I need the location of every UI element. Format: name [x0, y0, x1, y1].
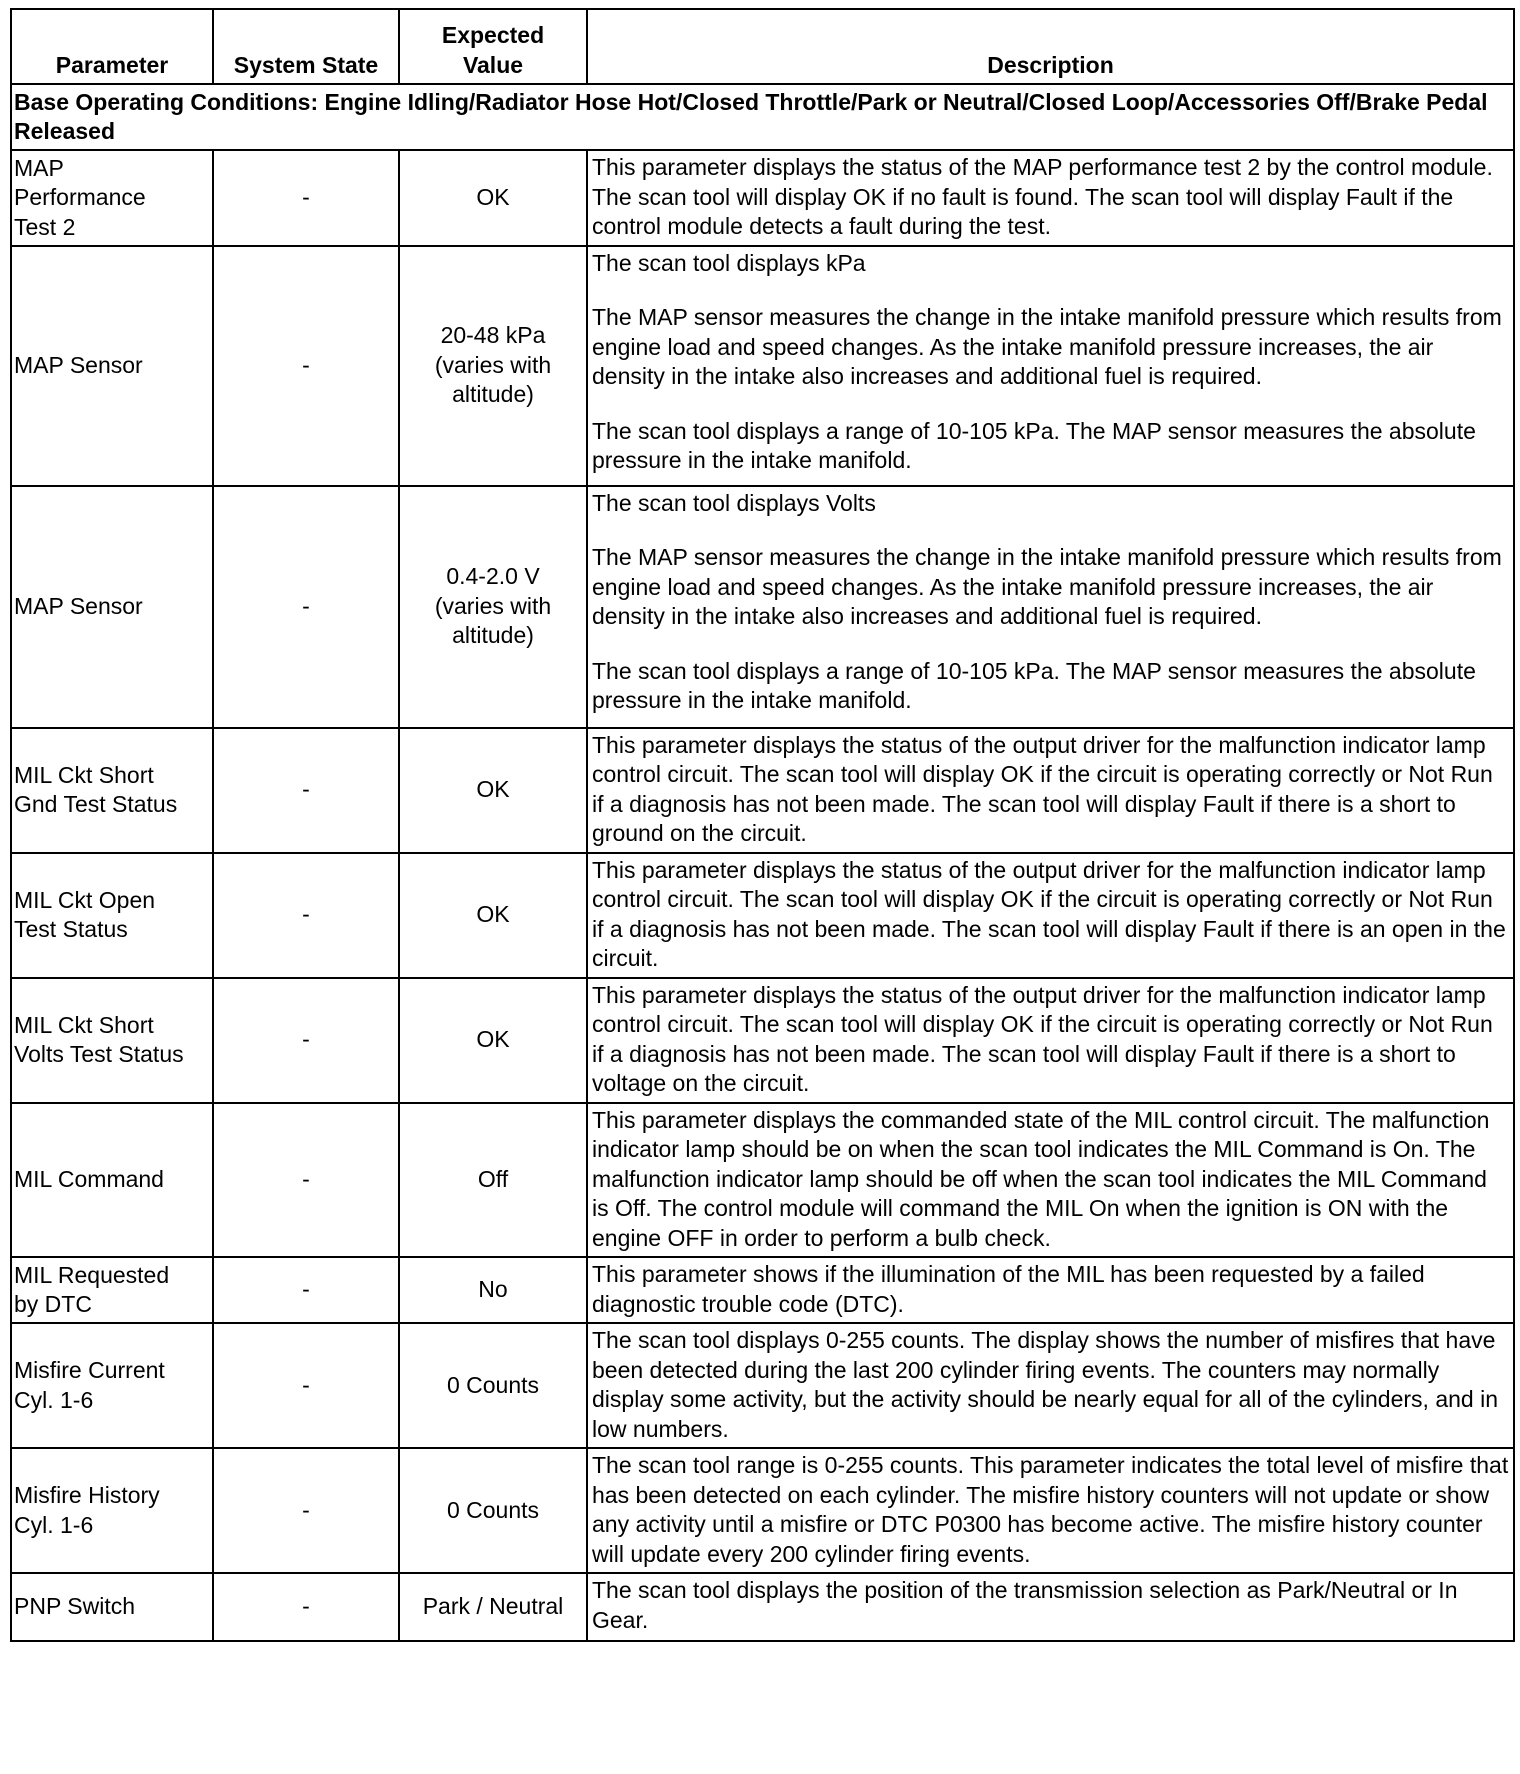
description-cell: [587, 150, 1514, 246]
expected-value-cell: [399, 853, 587, 978]
expected-value-line: OK: [476, 1026, 510, 1053]
table-row: [11, 1257, 1514, 1323]
description-cell: [587, 1573, 1514, 1641]
expected-value-cell: [399, 1103, 587, 1258]
expected-value-line: (varies with: [434, 351, 552, 378]
system-state-cell: -: [213, 486, 399, 728]
header-system-state: System State: [213, 9, 399, 84]
data-table: [10, 8, 1515, 1642]
header-expected-value: [399, 9, 587, 84]
parameter-cell: [11, 1448, 213, 1573]
expected-value-cell: [399, 486, 587, 728]
parameter-cell: [11, 853, 213, 978]
description-paragraph: This parameter displays the status of the output driver for the malfunction indicator lamp control circuit. The scan tool will display OK if the circuit is operating correctly or Not Run if a diagnosis has not been made. The scan tool will display Fault if there is a short to voltage on the circuit.: [592, 981, 1493, 1096]
table-row: [11, 1323, 1514, 1448]
parameter-line: MIL Ckt Short: [14, 761, 154, 788]
conditions-row: [11, 84, 1514, 150]
parameter-line: Cyl. 1-6: [14, 1386, 94, 1413]
description-cell: [587, 853, 1514, 978]
parameter-line: Performance: [14, 184, 146, 210]
expected-value-line: 20-48 kPa: [440, 322, 546, 349]
expected-value-cell: [399, 1573, 587, 1641]
description-paragraph: The MAP sensor measures the change in the intake manifold pressure which results from engine load and speed changes. As the intake manifold pressure increases, the air density in the intake also increases and additional fuel is required.: [592, 544, 1502, 629]
description-paragraph: This parameter displays the status of the output driver for the malfunction indicator lamp control circuit. The scan tool will display OK if the circuit is operating correctly or Not Run if a diagnosis has not been made. The scan tool will display Fault if there is an open in the circuit.: [592, 856, 1506, 971]
parameter-line: MIL Ckt Short: [14, 1011, 154, 1038]
description-paragraph: This parameter displays the status of the output driver for the malfunction indicator lamp control circuit. The scan tool will display OK if the circuit is operating correctly or Not Run if a diagnosis has not been made. The scan tool will display Fault if there is a short to ground on the circuit.: [592, 731, 1493, 846]
system-state-cell: -: [213, 728, 399, 853]
expected-value-line: 0.4-2.0 V: [446, 563, 540, 590]
header-expected-line: Expected: [441, 22, 545, 48]
parameter-line: MIL Ckt Open: [14, 886, 156, 913]
expected-value-line: 0 Counts: [446, 1496, 540, 1523]
expected-value-line: OK: [476, 776, 510, 803]
parameter-line: Cyl. 1-6: [14, 1511, 94, 1538]
description-cell: [587, 1323, 1514, 1448]
system-state-cell: -: [213, 246, 399, 486]
expected-value-cell: [399, 1257, 587, 1323]
parameter-line: Gnd Test Status: [14, 791, 178, 817]
parameter-cell: [11, 1323, 213, 1448]
header-expected-line: Value: [462, 51, 524, 78]
description-paragraph: The scan tool displays a range of 10-105 kPa. The MAP sensor measures the absolute pressure in the intake manifold.: [592, 417, 1476, 473]
header-description: Description: [587, 9, 1514, 84]
table-row: [11, 486, 1514, 728]
description-cell: [587, 246, 1514, 486]
description-cell: [587, 728, 1514, 853]
description-paragraph: The scan tool displays the position of the transmission selection as Park/Neutral or In Gear.: [592, 1577, 1458, 1633]
system-state-cell: -: [213, 1103, 399, 1258]
expected-value-cell: [399, 728, 587, 853]
expected-value-cell: [399, 246, 587, 486]
parameter-line: MAP Sensor: [14, 592, 143, 619]
parameter-line: Volts Test Status: [14, 1041, 184, 1067]
expected-value-line: OK: [476, 901, 510, 928]
parameter-line: MIL Requested: [14, 1261, 170, 1288]
expected-value-line: altitude): [452, 381, 534, 408]
description-cell: [587, 978, 1514, 1103]
parameter-line: MAP: [14, 154, 64, 181]
header-row: [11, 9, 1514, 84]
description-paragraph: The MAP sensor measures the change in the intake manifold pressure which results from engine load and speed changes. As the intake manifold pressure increases, the air density in the intake also increases and additional fuel is required.: [592, 304, 1502, 389]
system-state-cell: -: [213, 1323, 399, 1448]
system-state-cell: -: [213, 150, 399, 246]
parameter-cell: [11, 978, 213, 1103]
system-state-cell: -: [213, 978, 399, 1103]
expected-value-line: OK: [476, 184, 510, 210]
parameter-cell: [11, 246, 213, 486]
description-paragraph: This parameter displays the commanded state of the MIL control circuit. The malfunction indicator lamp should be on when the scan tool indicates the MIL Command is On. The malfunction indicator lamp should be off when the scan tool indicates the MIL Command is Off. The control module will command the MIL On when the ignition is ON with the engine OFF in order to perform a bulb check.: [592, 1106, 1490, 1251]
table-row: [11, 853, 1514, 978]
description-paragraph: The scan tool displays kPa: [592, 249, 866, 276]
description-cell: [587, 1448, 1514, 1573]
parameter-line: MAP Sensor: [14, 351, 143, 378]
parameter-line: Misfire History: [14, 1482, 160, 1508]
data-table-container: [10, 8, 1515, 1642]
expected-value-line: altitude): [452, 622, 534, 649]
parameter-cell: [11, 486, 213, 728]
expected-value-line: No: [478, 1276, 508, 1303]
description-paragraph: The scan tool displays a range of 10-105 kPa. The MAP sensor measures the absolute pressure in the intake manifold.: [592, 657, 1476, 713]
parameter-cell: [11, 1257, 213, 1323]
description-cell: [587, 1103, 1514, 1258]
parameter-cell: [11, 150, 213, 246]
description-cell: [587, 1257, 1514, 1323]
expected-value-cell: [399, 1323, 587, 1448]
table-row: [11, 150, 1514, 246]
parameter-line: Test Status: [14, 916, 128, 942]
parameter-line: Misfire Current: [14, 1357, 165, 1383]
expected-value-cell: [399, 150, 587, 246]
parameter-cell: [11, 1573, 213, 1641]
parameter-line: Test 2: [14, 213, 76, 240]
expected-value-line: 0 Counts: [446, 1371, 540, 1398]
expected-value-line: Park / Neutral: [422, 1593, 564, 1620]
parameter-line: by DTC: [14, 1291, 92, 1317]
system-state-cell: -: [213, 853, 399, 978]
description-cell: [587, 486, 1514, 728]
table-row: [11, 1103, 1514, 1258]
table-row: [11, 978, 1514, 1103]
parameter-line: PNP Switch: [14, 1593, 136, 1620]
description-paragraph: This parameter displays the status of the MAP performance test 2 by the control module. The scan tool will display OK if no fault is found. The scan tool will display Fault if the control module detects a fault during the test.: [592, 154, 1493, 239]
table-row: [11, 728, 1514, 853]
table-row: [11, 1448, 1514, 1573]
table-row: [11, 1573, 1514, 1641]
base-operating-conditions: Base Operating Conditions: Engine Idling/Radiator Hose Hot/Closed Throttle/Park or Neutral/Closed Loop/Accessories Off/Brake Pedal Released: [11, 84, 1514, 150]
system-state-cell: -: [213, 1448, 399, 1573]
description-paragraph: The scan tool displays 0-255 counts. The display shows the number of misfires that have been detected during the last 200 cylinder firing events. The counters may normally display some activity, but the activity should be nearly equal for all of the cylinders, and in low numbers.: [592, 1327, 1498, 1442]
parameter-cell: [11, 728, 213, 853]
parameter-line: MIL Command: [14, 1166, 164, 1192]
parameter-cell: [11, 1103, 213, 1258]
expected-value-line: Off: [477, 1166, 509, 1192]
expected-value-cell: [399, 978, 587, 1103]
table-row: [11, 246, 1514, 486]
expected-value-cell: [399, 1448, 587, 1573]
header-parameter: Parameter: [11, 9, 213, 84]
system-state-cell: -: [213, 1573, 399, 1641]
description-paragraph: This parameter shows if the illumination of the MIL has been requested by a failed diagnostic trouble code (DTC).: [592, 1261, 1425, 1317]
system-state-cell: -: [213, 1257, 399, 1323]
description-paragraph: The scan tool displays Volts: [592, 489, 876, 516]
expected-value-line: (varies with: [434, 592, 552, 619]
description-paragraph: The scan tool range is 0-255 counts. This parameter indicates the total level of misfire that has been detected on each cylinder. The misfire history counters will not update or show any activity until a misfire or DTC P0300 has become active. The misfire history counter will update every 200 cylinder firing events.: [592, 1452, 1509, 1567]
